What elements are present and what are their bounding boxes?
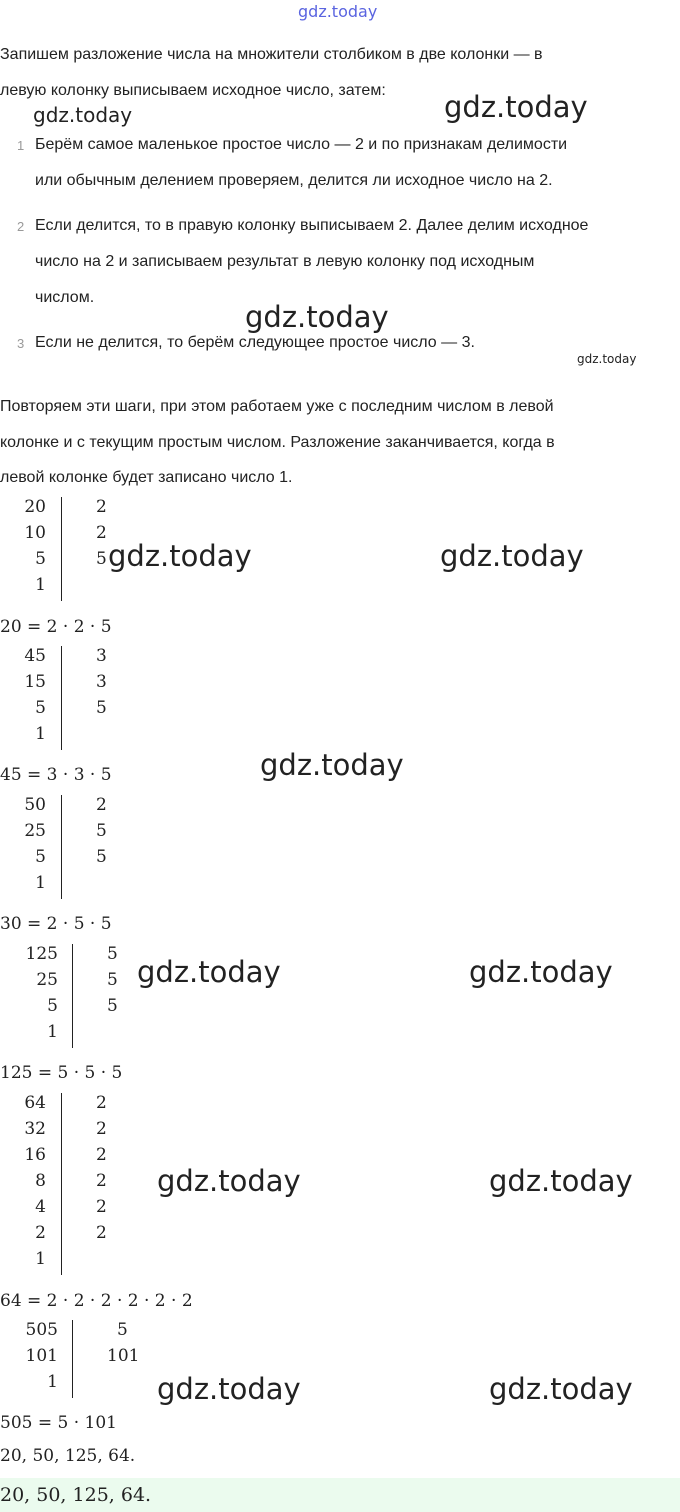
- fact-125-left-2: 5: [47, 996, 58, 1016]
- fact-125-left-1: 25: [36, 970, 58, 990]
- fact-125-divider: [72, 944, 73, 1048]
- fact-125-right-1: 5: [107, 970, 118, 990]
- fact-64-divider: [61, 1093, 62, 1275]
- fact-20-left-0: 20: [24, 497, 46, 517]
- fact-50-divider: [61, 795, 62, 899]
- repeat-line-3: левой колонке будет записано число 1.: [0, 469, 293, 486]
- step-3-marker: 3: [17, 336, 25, 351]
- fact-505-result: 505 = 5 · 101: [0, 1413, 117, 1433]
- watermark: gdz.today: [469, 955, 613, 989]
- fact-64-right-4: 2: [96, 1197, 107, 1217]
- watermark: gdz.today: [489, 1164, 633, 1198]
- fact-45-divider: [61, 646, 62, 750]
- fact-64-right-3: 2: [96, 1171, 107, 1191]
- answer-bar: [0, 1478, 680, 1512]
- step-2-line-2: число на 2 и записываем результат в левую колонку под исходным: [35, 253, 535, 270]
- fact-45-left-2: 5: [35, 698, 46, 718]
- answer-text: 20, 50, 125, 64.: [0, 1484, 152, 1506]
- fact-64-left-4: 4: [35, 1197, 46, 1217]
- watermark: gdz.today: [245, 300, 389, 334]
- watermark: gdz.today: [489, 1372, 633, 1406]
- step-1-line-1: Берём самое маленькое простое число — 2 и по признакам делимости: [35, 136, 568, 153]
- step-2-marker: 2: [17, 219, 25, 234]
- intro-line-1: Запишем разложение числа на множители столбиком в две колонки — в: [0, 46, 543, 63]
- header-watermark: gdz.today: [298, 2, 378, 21]
- fact-125-left-3: 1: [47, 1022, 58, 1042]
- watermark: gdz.today: [157, 1372, 301, 1406]
- fact-64-right-0: 2: [96, 1093, 107, 1113]
- fact-64-left-6: 1: [35, 1249, 46, 1269]
- fact-125-result: 125 = 5 · 5 · 5: [0, 1063, 123, 1083]
- fact-20-result: 20 = 2 · 2 · 5: [0, 617, 112, 637]
- fact-50-left-0: 50: [24, 795, 46, 815]
- fact-45-result: 45 = 3 · 3 · 5: [0, 765, 112, 785]
- fact-20-left-3: 1: [35, 575, 46, 595]
- step-1-line-2: или обычным делением проверяем, делится ли исходное число на 2.: [35, 172, 553, 189]
- watermark: gdz.today: [260, 748, 404, 782]
- repeat-line-1: Повторяем эти шаги, при этом работаем уже с последним числом в левой: [0, 398, 554, 415]
- watermark: gdz.today: [108, 539, 252, 573]
- step-1-marker: 1: [17, 138, 25, 153]
- fact-64-left-0: 64: [24, 1093, 46, 1113]
- fact-505-right-1: 101: [107, 1346, 140, 1366]
- fact-50-right-2: 5: [96, 847, 107, 867]
- fact-64-right-5: 2: [96, 1223, 107, 1243]
- fact-64-left-2: 16: [24, 1145, 46, 1165]
- fact-64-left-1: 32: [24, 1119, 46, 1139]
- fact-505-right-0: 5: [117, 1320, 128, 1340]
- watermark: gdz.today: [577, 352, 637, 366]
- fact-505-left-0: 505: [25, 1320, 58, 1340]
- fact-50-result: 30 = 2 · 5 · 5: [0, 914, 112, 934]
- fact-20-left-2: 5: [35, 549, 46, 569]
- fact-505-divider: [72, 1320, 73, 1398]
- fact-125-right-2: 5: [107, 996, 118, 1016]
- fact-20-left-1: 10: [24, 523, 46, 543]
- fact-20-divider: [61, 497, 62, 601]
- fact-125-right-0: 5: [107, 944, 118, 964]
- fact-50-left-2: 5: [35, 847, 46, 867]
- fact-125-left-0: 125: [25, 944, 58, 964]
- fact-45-right-0: 3: [96, 646, 107, 666]
- watermark: gdz.today: [440, 539, 584, 573]
- fact-505-left-1: 101: [25, 1346, 58, 1366]
- intro-line-2: левую колонку выписываем исходное число, затем:: [0, 82, 386, 99]
- fact-64-result: 64 = 2 · 2 · 2 · 2 · 2 · 2: [0, 1291, 193, 1311]
- fact-64-left-5: 2: [35, 1223, 46, 1243]
- fact-505-left-2: 1: [47, 1372, 58, 1392]
- step-2-line-3: числом.: [35, 289, 95, 306]
- fact-50-left-3: 1: [35, 873, 46, 893]
- repeat-line-2: колонке и с текущим простым числом. Разложение заканчивается, когда в: [0, 434, 555, 451]
- fact-45-left-3: 1: [35, 724, 46, 744]
- step-3-line-1: Если не делится, то берём следующее простое число — 3.: [35, 334, 475, 351]
- watermark: gdz.today: [33, 103, 133, 127]
- fact-20-right-2: 5: [96, 549, 107, 569]
- fact-50-left-1: 25: [24, 821, 46, 841]
- watermark: gdz.today: [157, 1164, 301, 1198]
- fact-45-right-1: 3: [96, 672, 107, 692]
- fact-64-left-3: 8: [35, 1171, 46, 1191]
- fact-64-right-1: 2: [96, 1119, 107, 1139]
- summary-line: 20, 50, 125, 64.: [0, 1446, 136, 1466]
- fact-45-left-1: 15: [24, 672, 46, 692]
- fact-50-right-0: 2: [96, 795, 107, 815]
- step-2-line-1: Если делится, то в правую колонку выписываем 2. Далее делим исходное: [35, 217, 589, 234]
- watermark: gdz.today: [444, 90, 588, 124]
- fact-45-left-0: 45: [24, 646, 46, 666]
- watermark: gdz.today: [137, 955, 281, 989]
- fact-20-right-1: 2: [96, 523, 107, 543]
- fact-45-right-2: 5: [96, 698, 107, 718]
- fact-64-right-2: 2: [96, 1145, 107, 1165]
- fact-50-right-1: 5: [96, 821, 107, 841]
- fact-20-right-0: 2: [96, 497, 107, 517]
